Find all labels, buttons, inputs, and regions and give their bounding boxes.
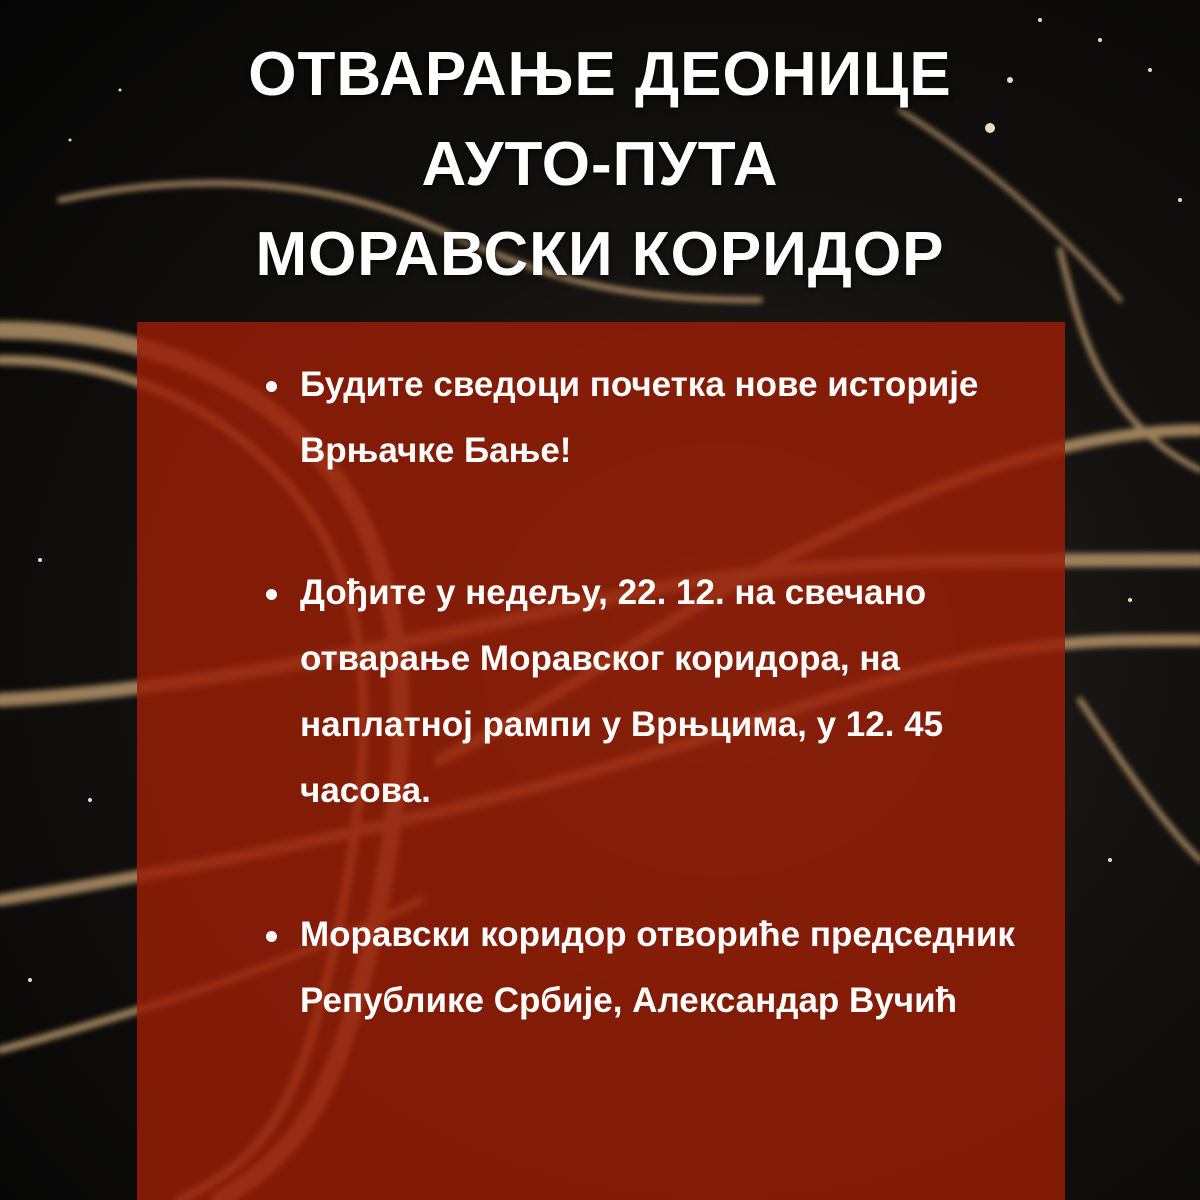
bullet-dot	[266, 381, 277, 392]
bullet-text: Будите сведоци почетка нове историје Врњачке Бање!	[300, 365, 979, 470]
bullet-dot	[266, 931, 277, 942]
bullet-text: Моравски коридор отвориће председник Републике Србије, Александар Вучић	[300, 915, 1015, 1020]
headline-line-3: МОРАВСКИ КОРИДОР	[255, 220, 945, 289]
headline-line-2: АУТО-ПУТА	[421, 130, 779, 199]
headline	[0, 30, 1200, 300]
bullet-list	[262, 352, 1022, 1034]
bullet-text: Дођите у недељу, 22. 12. на свечано отварање Моравског коридора, на наплатној рампи у Врњцима, у 12. 45 часова.	[300, 573, 944, 810]
headline-line-1: ОТВАРАЊЕ ДЕОНИЦЕ	[248, 40, 952, 109]
list-item	[262, 560, 1022, 824]
list-item	[262, 352, 1022, 484]
bullet-dot	[266, 589, 277, 600]
list-item	[262, 902, 1022, 1034]
